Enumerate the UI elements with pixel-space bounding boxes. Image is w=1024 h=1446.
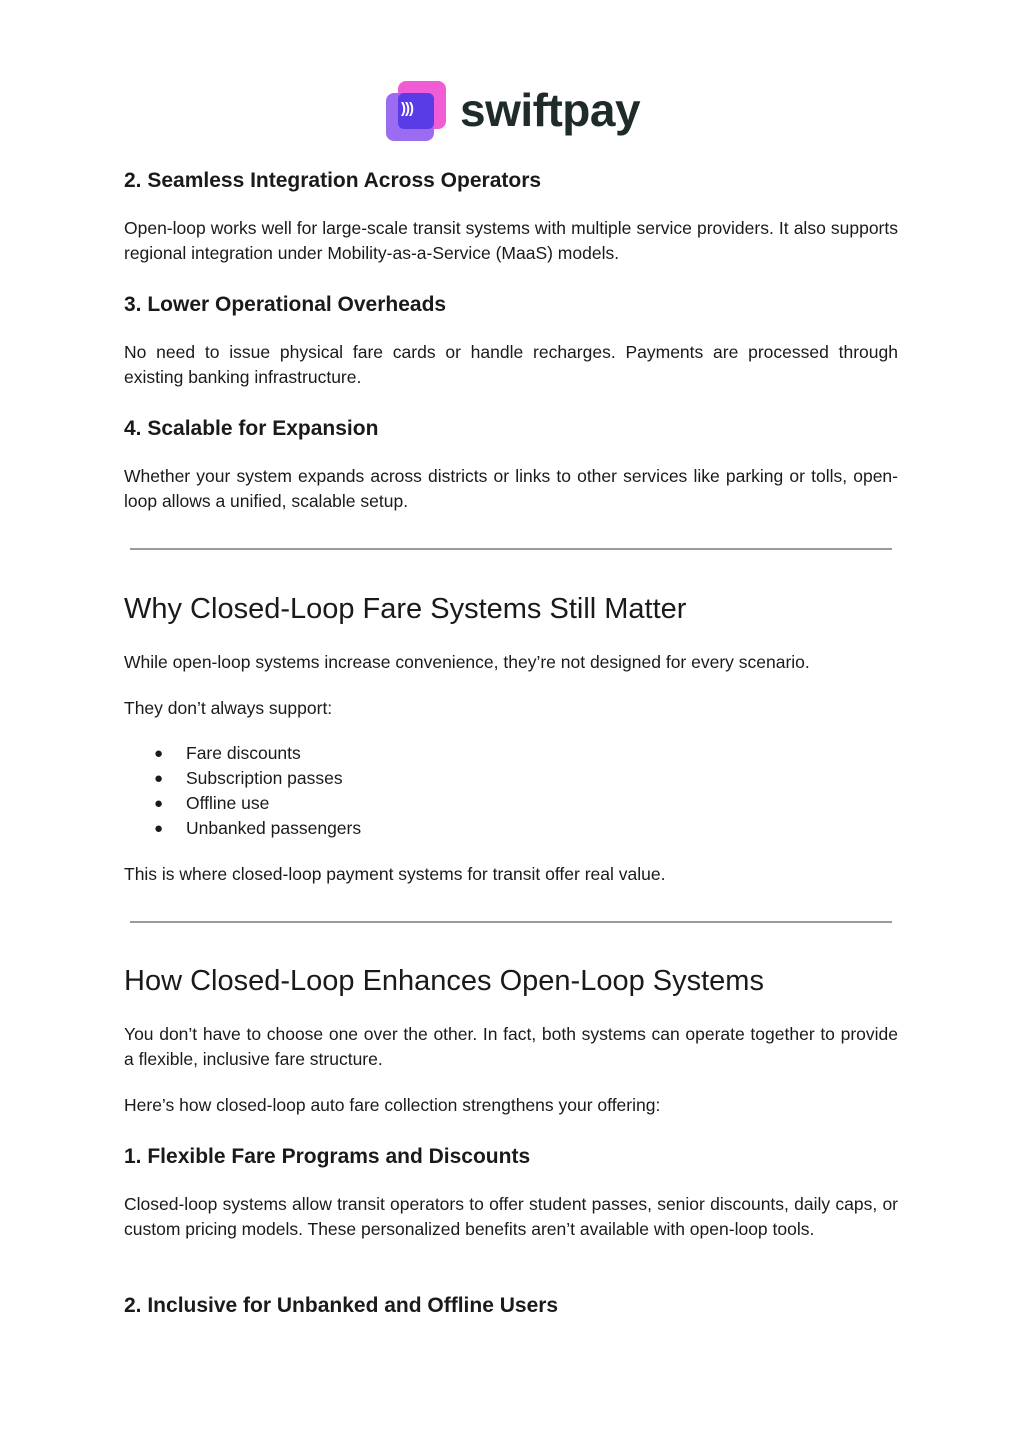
swiftpay-logo-icon [386,81,448,143]
divider [130,921,892,923]
closed-loop-lead: They don’t always support: [124,698,333,718]
section-heading-integration: 2. Seamless Integration Across Operators [124,169,542,192]
list-item: ● Fare discounts [124,741,361,766]
heading-closed-loop-matter: Why Closed-Loop Fare Systems Still Matter [124,593,687,625]
heading-closed-loop-enhances: How Closed-Loop Enhances Open-Loop Systems [124,965,764,997]
limitations-list [124,741,361,841]
section-body-expansion: Whether your system expands across districts or links to other services like parking or tolls, open-loop allows a unified, scalable setup. [124,466,898,511]
enhances-intro: You don’t have to choose one over the other. In fact, both systems can operate together to provide a flexible, inclusive fare structure. [124,1024,898,1069]
section-heading-inclusive: 2. Inclusive for Unbanked and Offline Users [124,1294,559,1317]
section-body-integration: Open-loop works well for large-scale transit systems with multiple service providers. It also supports regional integration under Mobility-as-a-Service (MaaS) models. [124,218,898,263]
logo-wordmark: swiftpay [460,84,641,136]
list-item: ● Offline use [124,791,361,816]
divider [130,548,892,550]
list-item: ● Subscription passes [124,766,361,791]
section-heading-overheads: 3. Lower Operational Overheads [124,293,447,316]
contactless-wave-icon: ))) [401,100,413,117]
section-heading-flexible-fares: 1. Flexible Fare Programs and Discounts [124,1145,531,1168]
closed-loop-intro: While open-loop systems increase convenience, they’re not designed for every scenario. [124,652,810,672]
swiftpay-logo [386,80,640,144]
enhances-lead: Here’s how closed-loop auto fare collection strengthens your offering: [124,1095,661,1115]
section-body-overheads: No need to issue physical fare cards or handle recharges. Payments are processed through existing banking infrastructure. [124,342,898,387]
section-body-flexible-fares: Closed-loop systems allow transit operators to offer student passes, senior discounts, daily caps, or custom pricing models. These personalized benefits aren’t available with open-loop tools. [124,1194,898,1239]
list-item: ● Unbanked passengers [124,816,361,841]
section-heading-expansion: 4. Scalable for Expansion [124,417,379,440]
closed-loop-closing: This is where closed-loop payment systems for transit offer real value. [124,864,666,884]
